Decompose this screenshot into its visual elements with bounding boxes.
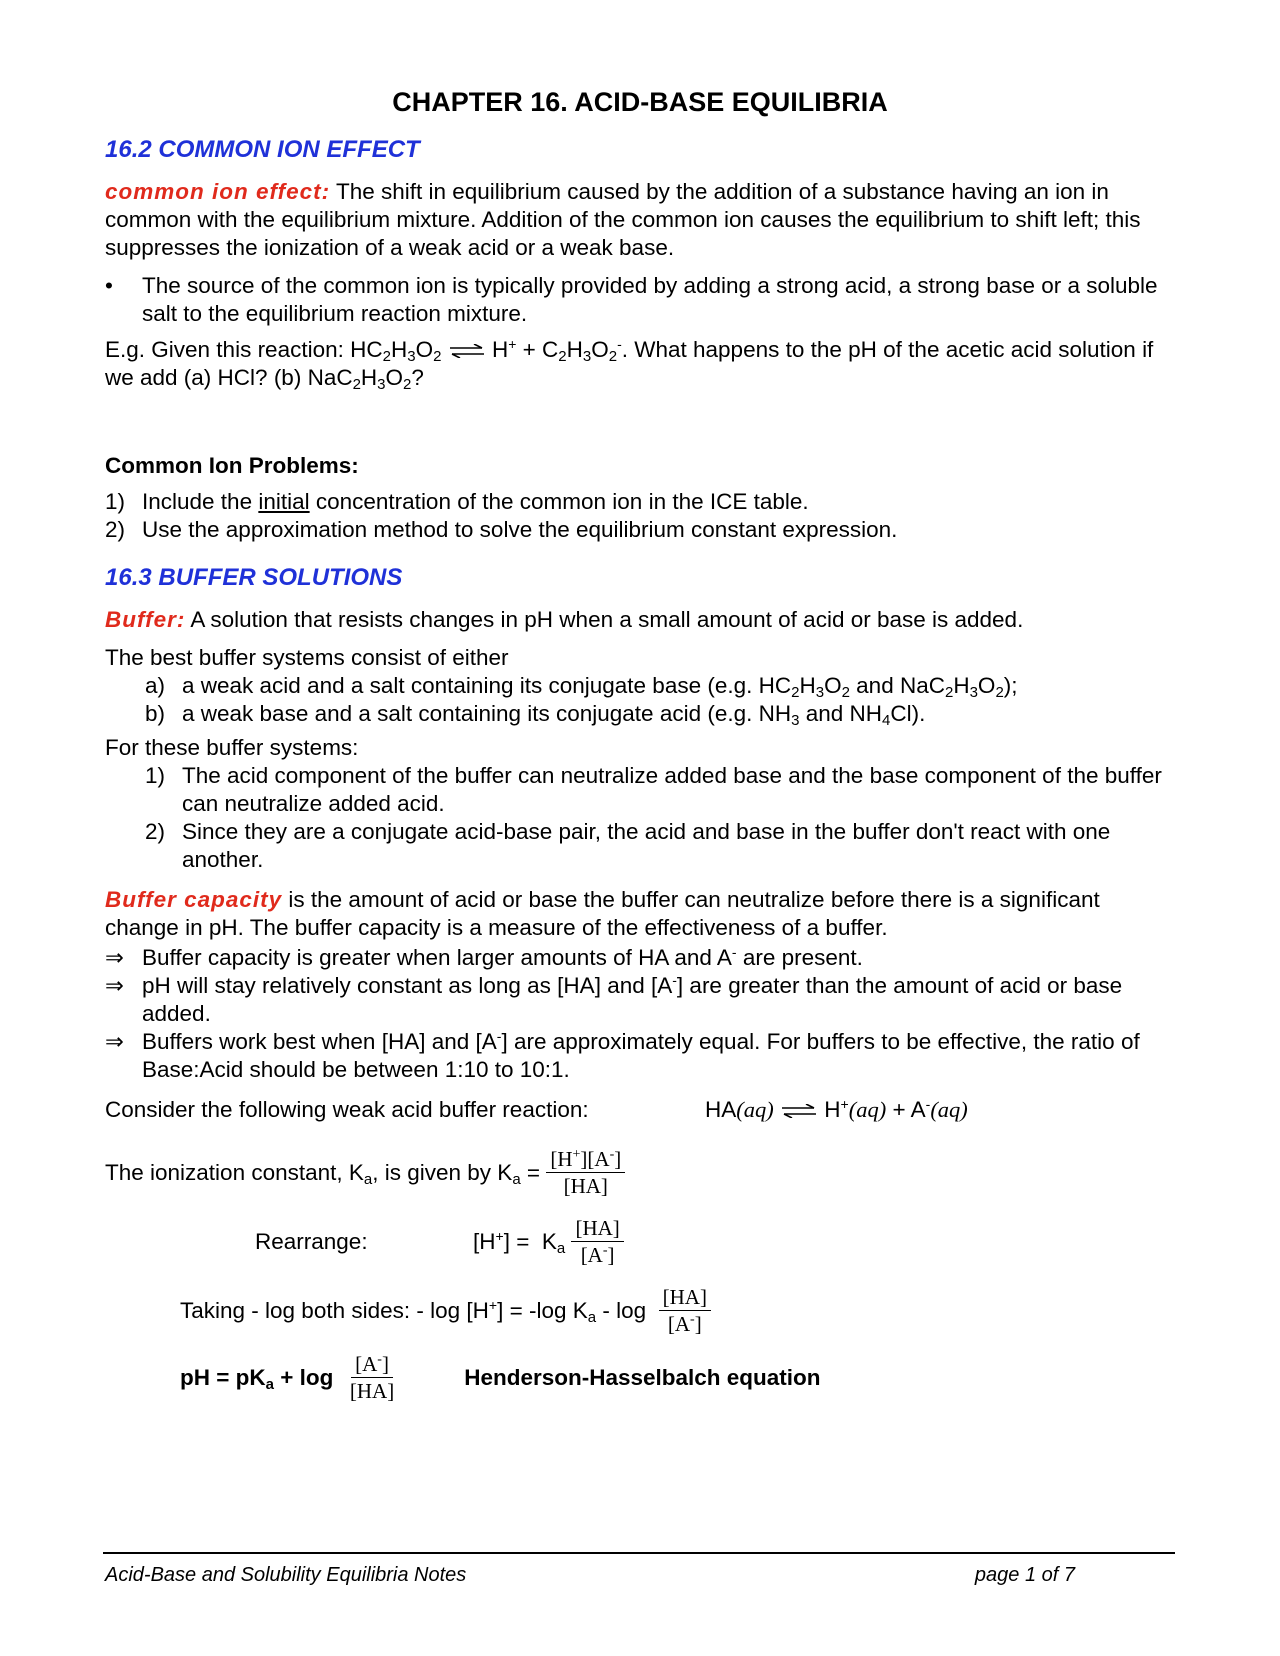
term-buffer: Buffer: xyxy=(105,607,186,632)
log-step: Taking - log both sides: - log [H+] = -log $K_a$ - log $\frac{[HA]}{[A^-]}$ xyxy=(105,1284,1175,1337)
arrow-item: ⇒ Buffer capacity is greater when larger amounts of HA and A- are present. xyxy=(105,944,863,970)
list-item: 1) Include the initial concentration of the common ion in the ICE table. xyxy=(105,489,809,514)
fraction: $\frac{[HA]}{[A^-]}$ xyxy=(659,1284,711,1337)
ka-expression: The ionization constant, $K_a$, is given by $K_a$ = $\frac{[H^+][A^-]}{[HA]}$ xyxy=(105,1146,1175,1199)
buffer-capacity-definition: Buffer capacity is the amount of acid or base the buffer can neutralize before there is a significant change in pH. The buffer capacity is a measure of the effectiveness of a buffer. xyxy=(105,887,1100,940)
systems-intro: The best buffer systems consist of either xyxy=(105,645,509,670)
equilibrium-arrow-icon xyxy=(780,1104,818,1118)
footer-page-number: page 1 of 7 xyxy=(974,1564,1075,1586)
list-item: 1) The acid component of the buffer can neutralize added base and the base component of the buffer can neutralize added acid. xyxy=(145,763,1162,816)
example-acetic-acid: E.g. Given this reaction: $HC_2H_3O_2$ $H^+ + C_2H_3O_2^-$. What happens to the pH of the acetic acid solution if we add (a) HCl? (b) $NaC_2H_3O_2$? xyxy=(105,336,1154,393)
list-item: b) a weak base and a salt containing its conjugate acid (e.g. $NH_3$ and $NH_4Cl$). xyxy=(145,701,926,729)
arrow-item: ⇒ pH will stay relatively constant as long as [HA] and [A-] are greater than the amount of acid or base added. xyxy=(105,972,1123,1026)
section-heading-common-ion: 16.2 COMMON ION EFFECT xyxy=(105,136,420,163)
page-footer xyxy=(103,1552,1175,1586)
term-buffer-capacity: Buffer capacity xyxy=(105,887,283,912)
term-common-ion-effect: common ion effect: xyxy=(105,179,331,204)
footer-left: Acid-Base and Solubility Equilibria Notes xyxy=(105,1564,467,1586)
document-page xyxy=(105,88,1175,1404)
implies-arrow-icon: ⇒ xyxy=(105,1029,124,1054)
buffer-definition: Buffer: A solution that resists changes in pH when a small amount of acid or base is added. xyxy=(105,607,1024,632)
page-title: CHAPTER 16. ACID-BASE EQUILIBRIA xyxy=(392,87,888,117)
rearrange-step: Rearrange: $[H^+] = K_a$ $\frac{[HA]}{[A^-]}$ xyxy=(105,1215,1175,1268)
hh-equation-label: Henderson-Hasselbalch equation xyxy=(464,1364,821,1390)
common-ion-definition: common ion effect: The shift in equilibrium caused by the addition of a substance having an ion in common with the equilibrium mixture. Addition of the common ion causes the equilibrium to shift left; this suppresses the ionization of a weak acid or a weak base. xyxy=(105,179,1141,260)
arrow-item: ⇒ Buffers work best when [HA] and [A-] are approximately equal. For buffers to be effective, the ratio of Base:Acid should be between 1:10 to 10:1. xyxy=(105,1028,1140,1082)
for-these-intro: For these buffer systems: xyxy=(105,735,359,760)
list-item: 2) Since they are a conjugate acid-base pair, the acid and base in the buffer don't react with one another. xyxy=(145,819,1111,872)
weak-acid-reaction: Consider the following weak acid buffer reaction: HA(aq) H+(aq) + A-(aq) xyxy=(105,1096,968,1122)
list-item: 2) Use the approximation method to solve the equilibrium constant expression. xyxy=(105,517,898,542)
bullet-item: • The source of the common ion is typically provided by adding a strong acid, a strong base or a soluble salt to the equilibrium reaction mixture. xyxy=(105,273,1158,326)
common-ion-problems-heading: Common Ion Problems: xyxy=(105,453,359,478)
fraction: $\frac{[HA]}{[A^-]}$ xyxy=(571,1215,623,1268)
list-item: a) a weak acid and a salt containing its conjugate base (e.g. $HC_2H_3O_2$ and $NaC_2H_3O_2$); xyxy=(145,673,1018,701)
implies-arrow-icon: ⇒ xyxy=(105,945,124,970)
fraction: $\frac{[H^+][A^-]}{[HA]}$ xyxy=(546,1146,625,1199)
henderson-hasselbalch-equation: pH = $pK_a + \log$ $\frac{[A^-]}{[HA]}$ Henderson-Hasselbalch equation xyxy=(180,1352,821,1403)
implies-arrow-icon: ⇒ xyxy=(105,973,124,998)
equilibrium-arrow-icon xyxy=(448,344,486,358)
section-heading-buffer: 16.3 BUFFER SOLUTIONS xyxy=(105,564,403,591)
fraction: $\frac{[A^-]}{[HA]}$ xyxy=(349,1352,395,1403)
